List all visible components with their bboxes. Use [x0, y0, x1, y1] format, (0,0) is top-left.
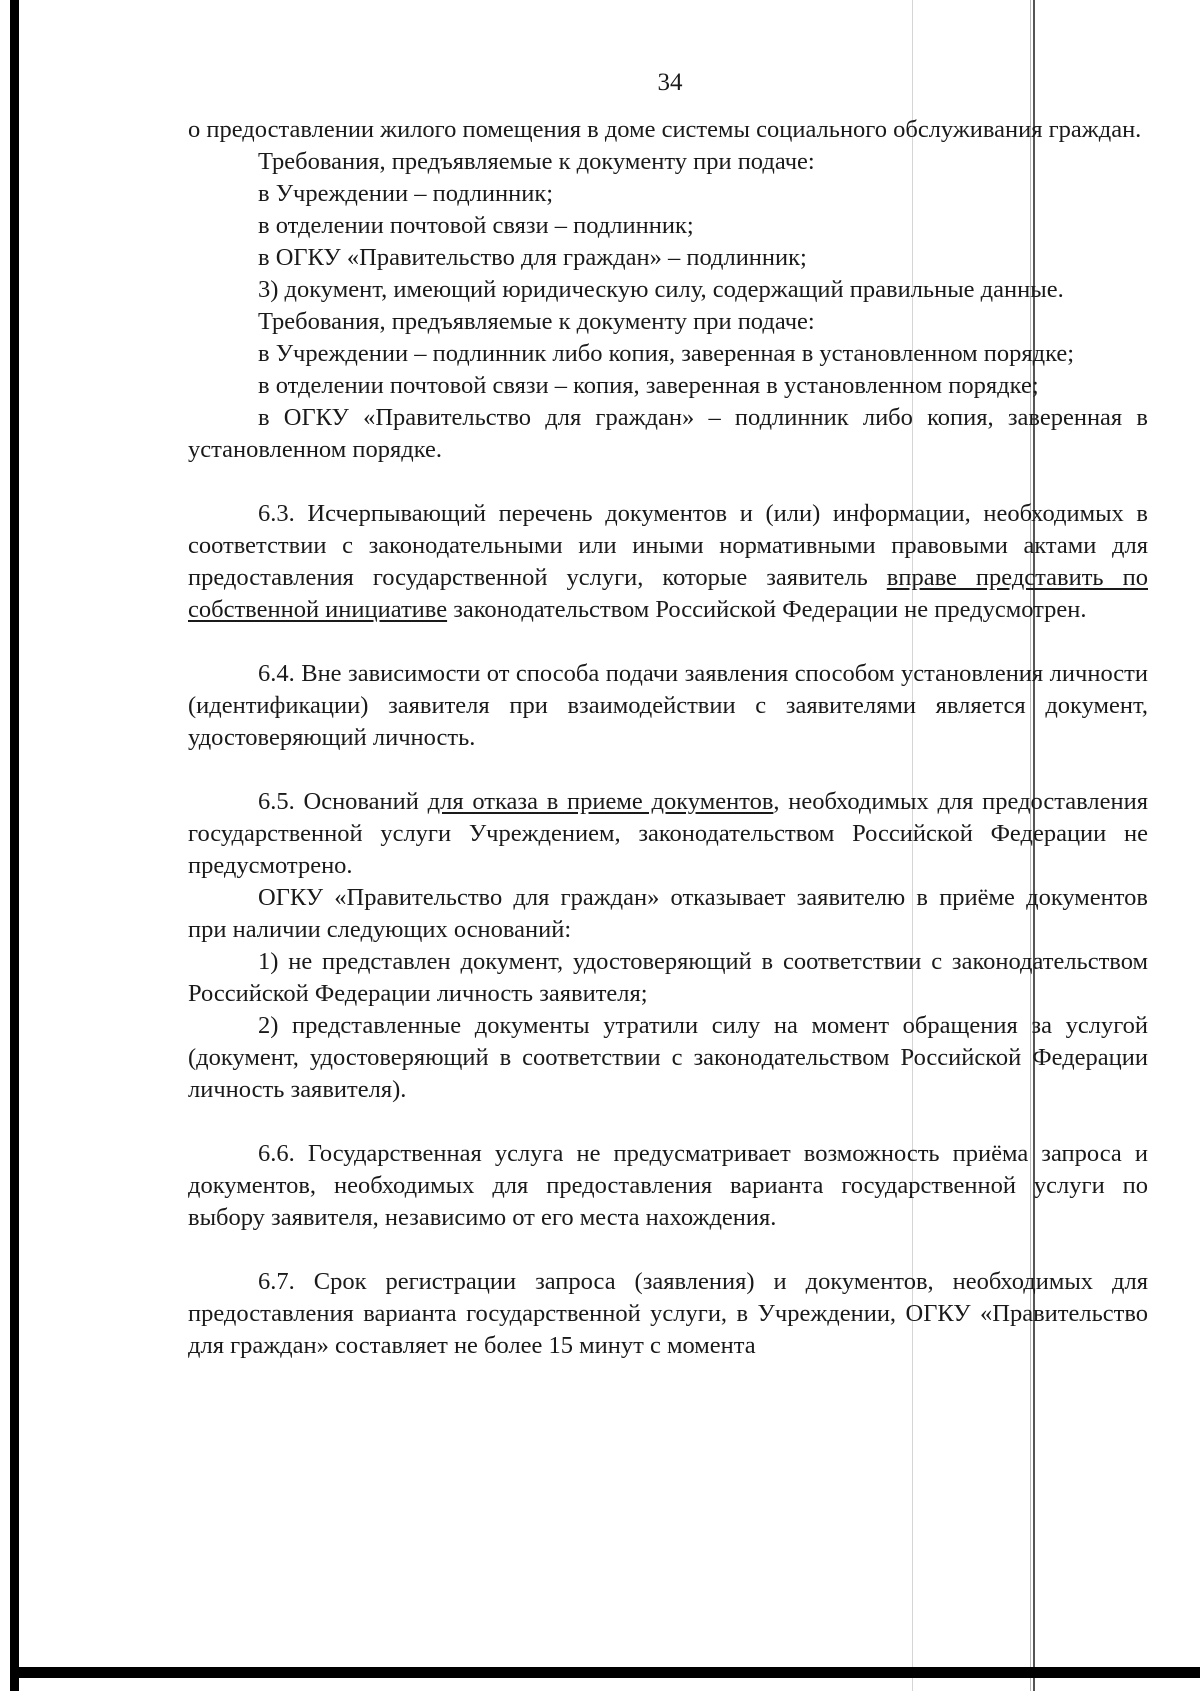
paragraph: Требования, предъявляемые к документу при подаче:: [258, 308, 815, 335]
paragraph: 1) не представлен документ, удостоверяющий в соответствии с законодательством Российской Федерации личность заявителя;: [188, 948, 1148, 1007]
paragraph: 2) представленные документы утратили силу на момент обращения за услугой (документ, удостоверяющий в соответствии с законодательством Российской Федерации личность заявителя).: [188, 1012, 1148, 1103]
paragraph: в ОГКУ «Правительство для граждан» – подлинник;: [258, 244, 807, 271]
section-6-5: [188, 786, 1148, 882]
page-number: 34: [657, 69, 683, 96]
paragraph: ОГКУ «Правительство для граждан» отказывает заявителю в приёме документов при наличии следующих оснований:: [188, 884, 1148, 943]
section-6-7: 6.7. Срок регистрации запроса (заявления) и документов, необходимых для предоставления варианта государственной услуги, в Учреждении, ОГКУ «Правительство для граждан» составляет не более 15 минут с момента: [188, 1268, 1148, 1359]
section-6-4: 6.4. Вне зависимости от способа подачи заявления способом установления личности (идентификации) заявителя при взаимодействии с заявителями является документ, удостоверяющий личность.: [188, 660, 1148, 751]
paragraph: в Учреждении – подлинник либо копия, заверенная в установленном порядке;: [258, 340, 1075, 367]
page-content: [188, 114, 1148, 1362]
underlined-text: для отказа в приеме документов: [427, 788, 774, 815]
text-run: законодательством Российской Федерации не предусмотрен.: [447, 596, 1087, 623]
paragraph: в отделении почтовой связи – копия, заверенная в установленном порядке;: [258, 372, 1039, 399]
text-run: , необходимых для предоставления государственной услуги Учреждением, законодательством Российской Федерации не предусмотрено.: [188, 788, 1148, 879]
scan-bottom-edge: [10, 1667, 1200, 1678]
section-6-3: [188, 498, 1148, 626]
paragraph: 3) документ, имеющий юридическую силу, содержащий правильные данные.: [258, 276, 1064, 303]
paragraph: в Учреждении – подлинник;: [258, 180, 554, 207]
text-run: 6.3. Исчерпывающий перечень документов и (или) информации, необходимых в соответствии с законодательными или иными нормативными правовыми актами для предоставления государственной услуги, которые заявитель: [188, 500, 1148, 591]
paragraph: в отделении почтовой связи – подлинник;: [258, 212, 694, 239]
underlined-text: вправе представить по собственной инициативе: [188, 564, 1148, 623]
paragraph: Требования, предъявляемые к документу при подаче:: [258, 148, 815, 175]
section-6-6: 6.6. Государственная услуга не предусматривает возможность приёма запроса и документов, необходимых для предоставления варианта государственной услуги по выбору заявителя, независимо от его места нахождения.: [188, 1140, 1148, 1231]
paragraph: о предоставлении жилого помещения в доме системы социального обслуживания граждан.: [188, 116, 1142, 143]
paragraph: в ОГКУ «Правительство для граждан» – подлинник либо копия, заверенная в установленном порядке.: [188, 404, 1148, 463]
scan-left-edge: [10, 0, 19, 1691]
text-run: 6.5. Оснований: [258, 788, 428, 815]
